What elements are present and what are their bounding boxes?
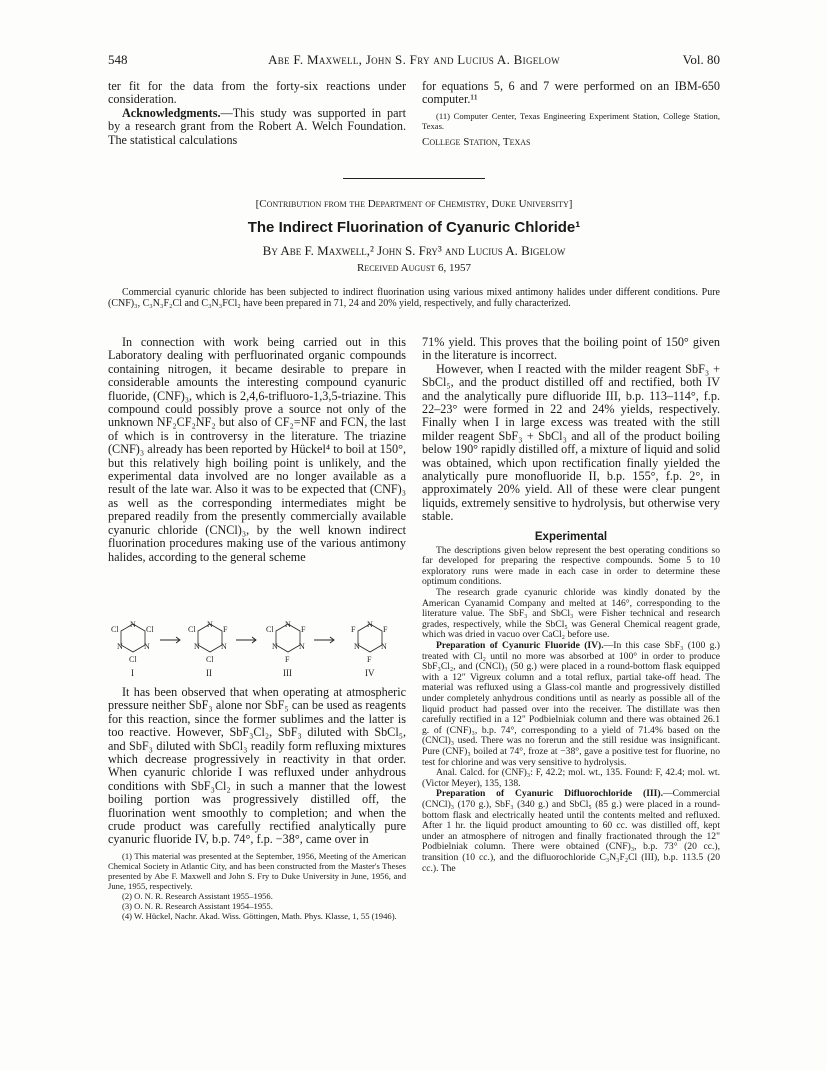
- arrow-2: [236, 637, 256, 643]
- svg-text:N: N: [354, 642, 360, 651]
- running-header: [108, 52, 720, 72]
- prev-footnote: (11) Computer Center, Texas Engineering Experiment Station, College Station, Texas.: [422, 110, 720, 131]
- left-column: [108, 336, 406, 564]
- prep-iii-text: —Commercial (CNCl)₃ (170 g.), SbF₃ (340 g.) and SbCl₅ (85 g.) were placed in a round-bottom flask and electrically heated until the contents melted and refluxed. After 1 hr. the liquid product amounting to 60 cc. was distilled off, kept under an atmosphere of nitrogen and finally fractionated through the 12" Podbielniak column. There were obtained (CNF)₃, b.p. 73° (20 cc.), transition (10 cc.), and the difluorochloride C₃N₃F₂Cl (III), b.p. 113.5 (20 cc.). The: [422, 788, 720, 874]
- right-column: [422, 336, 720, 874]
- svg-text:F: F: [223, 625, 228, 634]
- triazine-ring-II: [188, 620, 228, 664]
- svg-text:Cl: Cl: [111, 625, 119, 634]
- arrow-3: [314, 637, 334, 643]
- footnote-2: (2) O. N. R. Research Assistant 1955–1956.: [122, 890, 273, 901]
- scheme-label-II: II: [206, 668, 212, 678]
- abstract-text: Commercial cyanuric chloride has been subjected to indirect fluorination using various mixed antimony halides under different conditions. Pure (CNF)₃, C₃N₃F₂Cl and C₃N₃FCl₂ have been prepared in 71, 24 and 20% yield, respectively, and fully characterized.: [108, 287, 720, 309]
- svg-text:N: N: [367, 620, 373, 629]
- prep-iv-text: —In this case SbF₃ (100 g.) treated with Cl₂ until no more was absorbed at 100° in order to produce SbF₃Cl₂, and (CNCl)₃ (50 g.) were placed in a round-bottom flask equipped with a 12" Vigreux column and a total reflux, partial take-off head. The material was refluxed using a Glass-col mantle and progressively distilled under completely anhydrous conditions until as nearly as possible all of the liquid product had passed over into the receiver. The distillate was then carefully rectified in a 12" Podbielniak column and there was obtained 26.1 g. of (CNF)₃, b.p. 74°, corresponding to a yield of 71.4% based on the (CNCl)₃ used. There was no forerun and the still residue was insignificant. Pure (CNF)₃ boiled at 74°, froze at −38°, gave a positive test for fluorine, no test for chlorine and was very sensitive to hydrolysis.: [422, 640, 720, 768]
- reagents-paragraph: It has been observed that when operating at atmospheric pressure neither SbF₃ alone nor SbF₅ can be used as reagents for this reaction, since the former sublimes and the latter is too reactive. However, SbF₃Cl₂, SbF₃ diluted with SbCl₅, and SbF₃ diluted with SbCl₃ readily form refluxing mixtures which decrease progressively in reactivity in that order. When cyanuric chloride I was refluxed under anhydrous conditions with SbF₃Cl₂ in such a manner that the lowest boiling portion was progressively distilled off, the fluorination went smoothly to completion; and when the crude product was carefully rectified analytically pure cyanuric fluoride IV, b.p. 74°, f.p. −38°, came over in: [108, 685, 406, 847]
- svg-text:Cl: Cl: [146, 625, 154, 634]
- section-rule: [343, 178, 485, 179]
- contribution-line: [Contribution from the Department of Chemistry, Duke University]: [255, 198, 573, 210]
- abstract: [108, 287, 720, 309]
- svg-text:F: F: [367, 655, 372, 664]
- ack-text: —This study was supported in part by a research grant from the Robert A. Welch Foundation. The statistical calculations: [108, 105, 406, 147]
- svg-text:Cl: Cl: [129, 655, 137, 664]
- svg-text:N: N: [285, 620, 291, 629]
- svg-text:N: N: [299, 642, 305, 651]
- prev-article-text: ter fit for the data from the forty-six reactions under consideration.: [108, 79, 406, 107]
- svg-text:Cl: Cl: [266, 625, 274, 634]
- svg-text:F: F: [383, 625, 388, 634]
- exp-paragraph-5: [422, 789, 720, 874]
- footnote-3: (3) O. N. R. Research Assistant 1954–1955.: [122, 900, 273, 911]
- prev-article-left: [108, 80, 406, 147]
- authors-line: By Abe F. Maxwell,² John S. Fry³ and Lucius A. Bigelow: [262, 243, 566, 258]
- ack-heading: Acknowledgments.: [122, 105, 221, 120]
- results-paragraph-2: However, when I reacted with the milder reagent SbF₃ + SbCl₅, and the product distilled off and rectified, both IV and the analytically pure difluoride III, b.p. 113–114°, f.p. 22–23° were formed in 22 and 24% yields, respectively. Finally when I in large excess was treated with the still milder reagent SbF₃ + SbCl₃ and all of the product boiling below 190° rapidly distilled off, a mixture of liquid and solid was obtained, which upon rectification finally yielded the analytically pure monofluoride II, b.p. 155°, f.p. 2°, in approximately 20% yield. All of these were clear pungent liquids, extremely sensitive to hydrolysis, but otherwise very stable.: [422, 361, 720, 524]
- received-line: Received August 6, 1957: [356, 262, 472, 274]
- svg-text:F: F: [351, 625, 356, 634]
- prep-iii-heading: Preparation of Cyanuric Difluorochloride (III).: [436, 788, 663, 800]
- experimental-heading: Experimental: [534, 530, 608, 543]
- intro-paragraph: In connection with work being carried out in this Laboratory dealing with perfluorinated organic compounds containing nitrogen, it became desirable to prepare in considerable amounts the interesting compound cyanuric fluoride, (CNF)₃, which is 2,4,6-trifluoro-1,3,5-triazine. This compound could possibly prove a source not only of the unknown NF₂CF₂NF₂ but also of CF₂=NF and FCN, the last of which is in controversy in the literature. The triazine (CNF)₃ already has been reported by Hückel⁴ to boil at 150°, but this relatively high boiling point is unlikely, and the experimental data involved are no longer available as a result of the late war. Also it was to be expected that (CNF)₃ as well as the corresponding intermediates might be prepared readily from the presently commercially available cyanuric chloride (CNCl)₃, by the well known indirect fluorination procedures making use of the various antimony halides, according to the general scheme: [108, 335, 406, 564]
- svg-text:N: N: [194, 642, 200, 651]
- svg-text:Cl: Cl: [206, 655, 214, 664]
- running-title: Abe F. Maxwell, John S. Fry and Lucius A. Bigelow: [268, 52, 560, 67]
- reaction-scheme: [108, 618, 408, 678]
- exp-paragraph-2: The research grade cyanuric chloride was kindly donated by the American Cyanamid Company and melted at 146°, corresponding to the literature value. The SbF₃ and SbCl₃ were Fisher technical and research grades, respectively, while the SbCl₅ was General Chemical reagent grade, which was dried in vacuo over CaCl₂ before use.: [422, 587, 720, 641]
- volume-label: Vol. 80: [682, 52, 720, 67]
- article-title: The Indirect Fluorination of Cyanuric Chloride¹: [247, 219, 581, 236]
- svg-text:N: N: [221, 642, 227, 651]
- triazine-ring-I: [111, 620, 154, 664]
- arrow-1: [160, 637, 180, 643]
- exp-paragraph-4: Anal. Calcd. for (CNF)₃: F, 42.2; mol. wt., 135. Found: F, 42.4; mol. wt. (Victor Meyer), 135, 138.: [422, 767, 720, 789]
- svg-text:Cl: Cl: [188, 625, 196, 634]
- triazine-ring-III: [266, 620, 306, 664]
- prev-location: College Station, Texas: [422, 135, 531, 148]
- footnote-4: (4) W. Hückel, Nachr. Akad. Wiss. Göttingen, Math. Phys. Klasse, 1, 55 (1946).: [122, 910, 397, 921]
- scheme-label-I: I: [131, 668, 134, 678]
- svg-text:N: N: [381, 642, 387, 651]
- svg-text:F: F: [285, 655, 290, 664]
- svg-text:N: N: [117, 642, 123, 651]
- scheme-label-III: III: [283, 668, 292, 678]
- exp-paragraph-3: [422, 641, 720, 768]
- svg-text:N: N: [207, 620, 213, 629]
- article-heading: [108, 198, 720, 274]
- svg-text:N: N: [272, 642, 278, 651]
- scheme-label-IV: IV: [365, 668, 375, 678]
- triazine-ring-IV: [351, 620, 388, 664]
- svg-text:N: N: [130, 620, 136, 629]
- prep-iv-heading: Preparation of Cyanuric Fluoride (IV).: [436, 640, 604, 652]
- page-number: 548: [108, 52, 128, 67]
- svg-text:N: N: [144, 642, 150, 651]
- footnote-1: (1) This material was presented at the September, 1956, Meeting of the American Chemical Society in Atlantic City, and has been constructed from the Master's Theses presented by Abe F. Maxwell and John S. Fry to Duke University in June, 1956, and June, 1955, respectively.: [108, 850, 406, 891]
- prev-article-text-2: for equations 5, 6 and 7 were performed on an IBM-650 computer.¹¹: [422, 79, 720, 107]
- svg-text:F: F: [301, 625, 306, 634]
- footnotes: [108, 851, 406, 921]
- exp-paragraph-1: The descriptions given below represent the best operating conditions so far developed for preparing the respective compounds. Some 5 to 10 exploratory runs were made in each case in order to determine these optimum conditions.: [422, 544, 720, 588]
- left-column-continued: [108, 686, 406, 921]
- results-paragraph-1: 71% yield. This proves that the boiling point of 150° given in the literature is incorrect.: [422, 335, 720, 363]
- prev-article-right: [422, 80, 720, 149]
- acknowledgments: [108, 107, 406, 147]
